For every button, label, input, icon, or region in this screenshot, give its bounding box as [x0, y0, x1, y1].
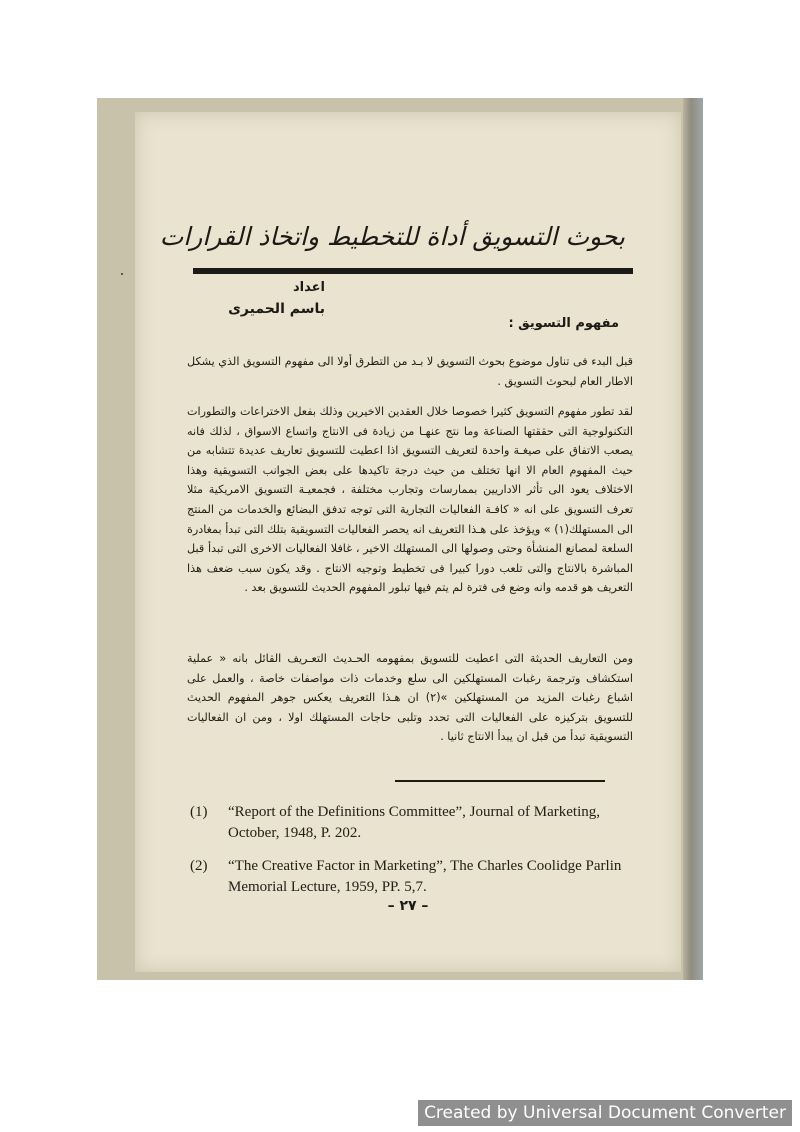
section-heading: مفهوم التسويق : [508, 316, 619, 331]
title-underline [193, 268, 633, 274]
article-title: بحوث التسويق أداة للتخطيط واتخاذ القرارات [159, 222, 625, 251]
author-name: باسم الحميرى [228, 301, 325, 317]
paragraph-3: ومن التعاريف الحديثة التى اعطيت للتسويق بمفهومه الحـديث التعـريف القائل بانه « عملية استكشاف وترجمة رغبات المستهلكين الى سلع وخدمات ذات مواصفات خاصة ، والعمل على اشباع رغبات المزيد من المستهلكين »(٢) ان هـذا التعريف يعكس جوهر المفهوم الحديث للتسويق بتركيزه على الفعاليات التى تحدد وتلبى حاجات المستهلك اولا ، ومن ان الفعاليات التسويقية تبدأ من قبل ان يبدأ الانتاج ثانيا . [187, 652, 633, 744]
document-page [135, 112, 681, 972]
footnote-text: “The Creative Factor in Marketing”, The Charles Coolidge Parlin Memorial Lecture, 1959, PP. 5,7. [228, 858, 622, 895]
paragraph-1: قبل البدء فى تناول موضوع بحوث التسويق لا بـد من التطرق أولا الى مفهوم التسويق الذي يشكل الاطار العام لبحوث التسويق . [186, 355, 633, 388]
paragraph-2: لقد تطور مفهوم التسويق كثيرا خصوصا خلال العقدين الاخيرين وذلك بفعل الاختراعات والتطورات التكنولوجية التى حققتها الصناعة وما نتج عنهـا من زيادة فى الانتاج واتساع الاسواق ، لذلك فانه يصعب الاتفاق على صيغـة واحدة لتعريف التسويق اذا اعطيت للتسويق تعاريف عديدة تتشابه من حيث المفهوم العام الا انها تختلف من حيث درجة تاكيدها على بعض الجوانب التسويقية وهذا الاختلاف يعود الى تأثر الاداريين بممارسات وتجارب مختلفة ، فجمعيـة التسويق الامريكية مثلا تعرف التسويق على انه « كافـة الفعاليات التجارية التى توجه تدفق البضائع والخدمات من المنتج الى المستهلك(١) » ويؤخذ على هـذا التعريف انه يحصر الفعاليات التسويقية بتلك التى تبدأ بمغادرة السلعة لمصانع المنشأة وحتى وصولها الى المستهلك الاخير ، غافلا الفعاليات الاخرى التى تبدأ قبل المباشرة بالانتاج والتى تلعب دورا كبيرا فى تخطيط وتوجيه الانتاج . وقد يكون سبب ضعف هذا التعريف هو قدمه وانه وضع فى فترة لم يتم فيها تبلور المفهوم الحديث للتسويق بعد . [187, 405, 633, 595]
converter-watermark: Created by Universal Document Converter [418, 1100, 792, 1126]
byline-label: اعداد [293, 280, 325, 295]
footnote-1 [190, 802, 630, 844]
footnote-number: (1) [190, 804, 208, 820]
page-number: – ٢٧ – [387, 898, 429, 914]
footnote-text: “Report of the Definitions Committee”, Journal of Marketing, October, 1948, P. 202. [228, 804, 600, 841]
scan-speck [121, 273, 123, 275]
book-spine-edge [683, 98, 703, 980]
scanned-page-image [97, 98, 703, 980]
footnote-number: (2) [190, 858, 208, 874]
byline [185, 280, 325, 317]
footnote-2 [190, 856, 630, 898]
footnote-separator [395, 780, 605, 782]
